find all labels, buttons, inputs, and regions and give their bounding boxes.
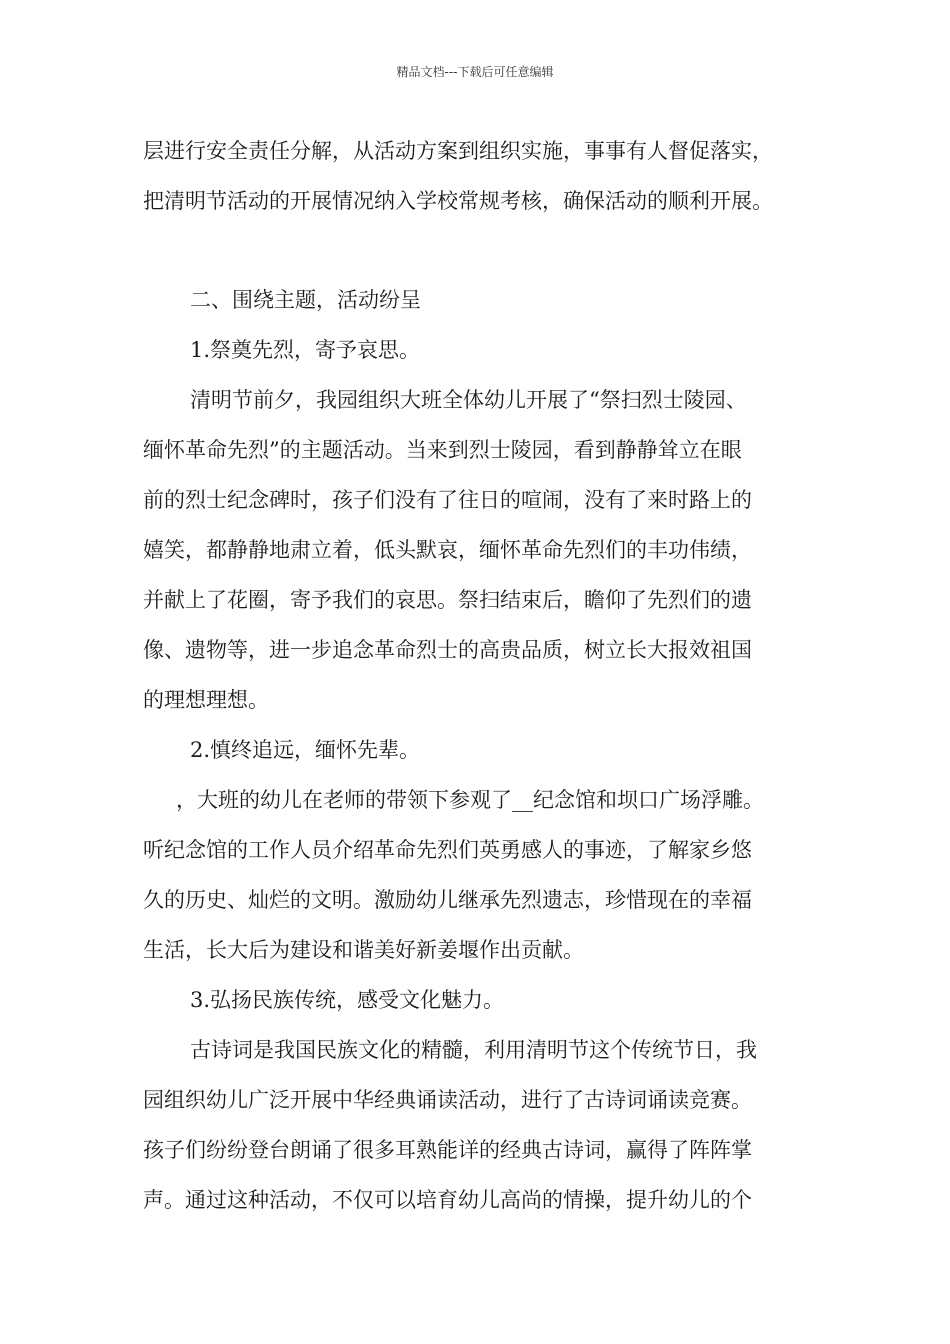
- text-line: 生活，长大后为建设和谐美好新姜堰作出贡献。: [143, 938, 584, 962]
- subsection-heading: 3.弘扬民族传统，感受文化魅力。: [190, 988, 505, 1012]
- section-heading: 二、围绕主题，活动纷呈: [190, 288, 421, 312]
- text-line: 并献上了花圈，寄予我们的哀思。祭扫结束后，瞻仰了先烈们的遗: [143, 588, 752, 612]
- text-line: 古诗词是我国民族文化的精髓，利用清明节这个传统节日，我: [190, 1038, 757, 1062]
- subsection-heading: 2.慎终追远，缅怀先辈。: [190, 738, 421, 762]
- text-line: 声。通过这种活动，不仅可以培育幼儿高尚的情操，提升幼儿的个: [143, 1188, 752, 1212]
- text-line: 前的烈士纪念碑时，孩子们没有了往日的喧闹，没有了来时路上的: [143, 488, 752, 512]
- text-line: 清明节前夕，我园组织大班全体幼儿开展了“祭扫烈士陵园、: [190, 388, 747, 412]
- page-header: 精品文档---下载后可任意编辑: [396, 65, 554, 79]
- text-line: ，大班的幼儿在老师的带领下参观了__纪念馆和坝口广场浮雕。: [176, 788, 764, 812]
- text-line: 听纪念馆的工作人员介绍革命先烈们英勇感人的事迹，了解家乡悠: [143, 838, 752, 862]
- text-line: 把清明节活动的开展情况纳入学校常规考核，确保活动的顺利开展。: [143, 189, 773, 213]
- text-line: 缅怀革命先烈”的主题活动。当来到烈士陵园，看到静静耸立在眼: [143, 438, 742, 462]
- text-line: 嬉笑，都静静地肃立着，低头默哀，缅怀革命先烈们的丰功伟绩，: [143, 538, 752, 562]
- text-line: 的理想理想。: [143, 688, 269, 712]
- text-line: 园组织幼儿广泛开展中华经典诵读活动，进行了古诗词诵读竞赛。: [143, 1088, 752, 1112]
- text-line: 层进行安全责任分解，从活动方案到组织实施，事事有人督促落实，: [143, 139, 773, 163]
- text-line: 像、遗物等，进一步追念革命烈士的高贵品质，树立长大报效祖国: [143, 638, 752, 662]
- subsection-heading: 1.祭奠先烈，寄予哀思。: [190, 338, 421, 362]
- text-line: 久的历史、灿烂的文明。激励幼儿继承先烈遗志，珍惜现在的幸福: [143, 888, 752, 912]
- text-line: 孩子们纷纷登台朗诵了很多耳熟能详的经典古诗词，赢得了阵阵掌: [143, 1138, 752, 1162]
